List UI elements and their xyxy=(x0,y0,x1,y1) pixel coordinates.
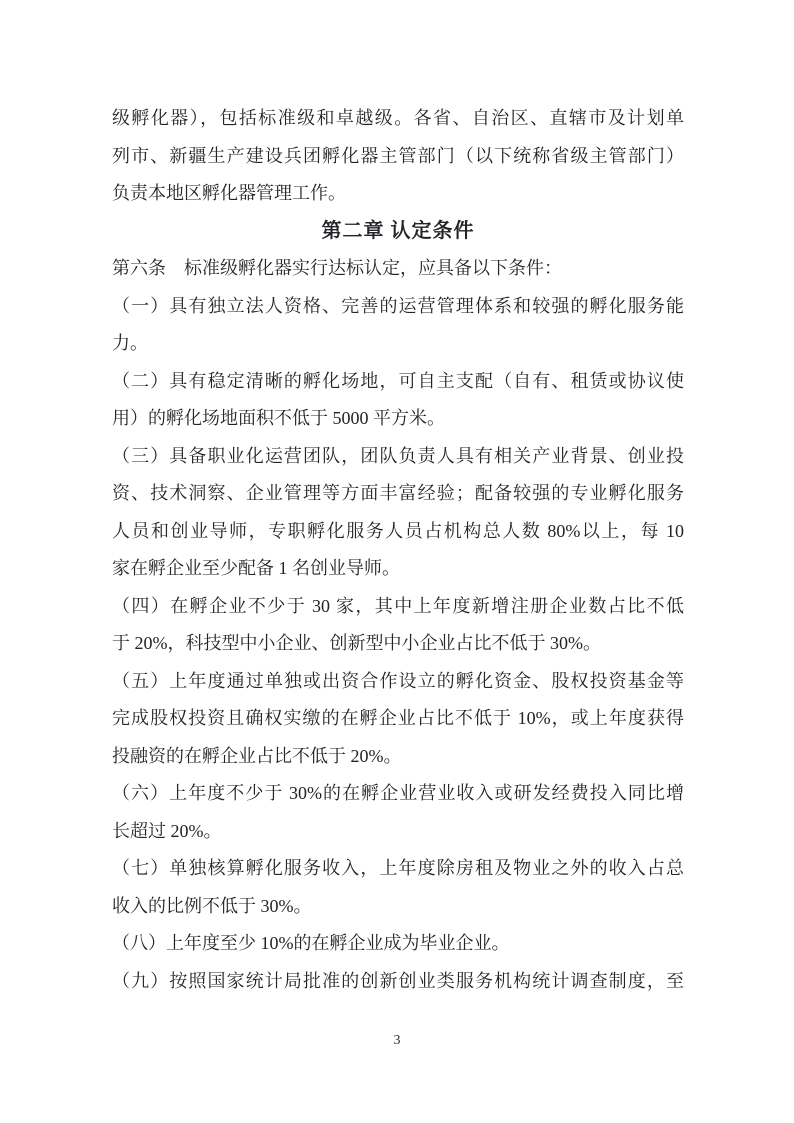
text-line: 第六条 标准级孵化器实行达标认定，应具备以下条件： xyxy=(112,258,562,278)
document-content xyxy=(112,100,684,1000)
paragraph xyxy=(112,100,684,213)
text-line: 人员和创业导师，专职孵化服务人员占机构总人数 80%以上，每 10 xyxy=(112,520,684,541)
paragraph xyxy=(112,588,684,663)
text-line: 资、技术洞察、企业管理等方面丰富经验；配备较强的专业孵化服务 xyxy=(112,483,684,503)
paragraph xyxy=(112,775,684,850)
text-line: 用）的孵化场地面积不低于 5000 平方米。 xyxy=(112,408,445,428)
text-line: 家在孵企业至少配备 1 名创业导师。 xyxy=(112,558,400,578)
text-line: （八）上年度至少 10%的在孵企业成为毕业企业。 xyxy=(112,933,510,953)
text-line: 负责本地区孵化器管理工作。 xyxy=(112,183,346,203)
text-line: 长超过 20%。 xyxy=(112,820,222,841)
text-line: 列市、新疆生产建设兵团孵化器主管部门（以下统称省级主管部门） xyxy=(112,145,684,166)
text-line: （七）单独核算孵化服务收入，上年度除房租及物业之外的收入占总 xyxy=(112,858,684,878)
chapter-heading xyxy=(112,213,684,251)
text-line: 完成股权投资且确权实缴的在孵企业占比不低于 10%，或上年度获得 xyxy=(112,708,684,728)
text-line: 级孵化器），包括标准级和卓越级。各省、自治区、直辖市及计划单 xyxy=(112,108,684,128)
paragraph xyxy=(112,363,684,438)
text-line: 第二章 认定条件 xyxy=(321,219,475,242)
text-line: 于 20%，科技型中小企业、创新型中小企业占比不低于 30%。 xyxy=(112,633,601,653)
text-line: （三）具备职业化运营团队，团队负责人具有相关产业背景、创业投 xyxy=(112,445,684,466)
page-number: 3 xyxy=(393,1033,401,1048)
text-line: （四）在孵企业不少于 30 家，其中上年度新增注册企业数占比不低 xyxy=(112,595,684,616)
paragraph xyxy=(112,963,684,1001)
text-line: 投融资的在孵企业占比不低于 20%。 xyxy=(112,745,402,766)
text-line: （一）具有独立法人资格、完善的运营管理体系和较强的孵化服务能 xyxy=(112,295,684,316)
paragraph xyxy=(112,288,684,363)
text-line: 力。 xyxy=(112,333,148,353)
text-line: （六）上年度不少于 30%的在孵企业营业收入或研发经费投入同比增 xyxy=(112,783,684,803)
text-line: （五）上年度通过单独或出资合作设立的孵化资金、股权投资基金等 xyxy=(112,670,684,691)
paragraph xyxy=(112,663,684,776)
text-line: （二）具有稳定清晰的孵化场地，可自主支配（自有、租赁或协议使 xyxy=(112,370,684,391)
paragraph xyxy=(112,438,684,588)
text-line: 收入的比例不低于 30%。 xyxy=(112,895,312,916)
paragraph xyxy=(112,925,684,963)
text-line: （九）按照国家统计局批准的创新创业类服务机构统计调查制度，至 xyxy=(112,970,684,991)
paragraph xyxy=(112,250,684,288)
paragraph xyxy=(112,850,684,925)
